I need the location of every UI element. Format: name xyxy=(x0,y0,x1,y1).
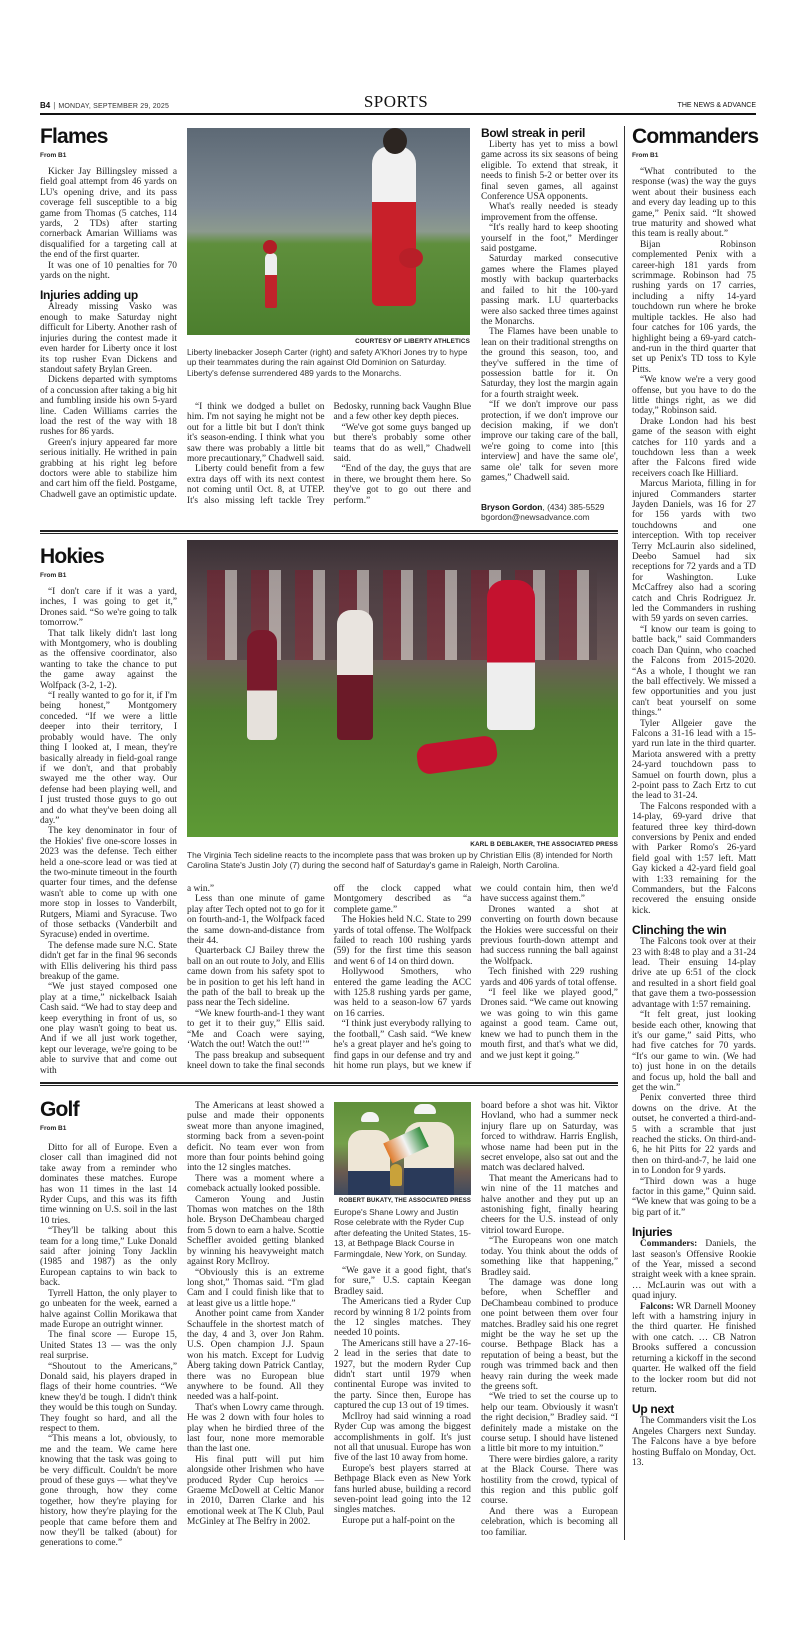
subhead: Injuries xyxy=(632,1225,673,1240)
paragraph: Dickens departed with symptoms of a concussion after taking a big hit and fumbling inside his own 5-yard line. Caden Williams carries the load the rest of the way with 18 rushes for 86 yards. xyxy=(40,375,177,438)
paragraph: Ditto for all of Europe. Even a closer call than imagined did not take away from a reminder who dominates these matches. Europe has won 11 times in the last 14 Ryder Cups, and this was its fifth time winning on U.S. soil in the last 10 tries. xyxy=(40,1143,177,1226)
paragraph: “I think we dodged a bullet on him. I'm not saying he might not be out for a little bit but I don't think it's season-ending. I think what you saw there was probably a little bit more precautionary,” Chadwell said. xyxy=(187,402,325,465)
paragraph: That talk likely didn't last long with Montgomery, who is doubling as the offensive coordinator, also wanting to take the chance to put the game away against the Wolfpack (3-2, 1-2). xyxy=(40,628,177,691)
paragraph: Tyler Allgeier gave the Falcons a 31-16 lead with a 15-yard run late in the third quarter. Mariota answered with a pretty 24-yard touchdown pass to Samuel on fourth down, plus a 2-point pass to Zach Ertz to cut the lead to 31-24. xyxy=(632,718,756,802)
flames-photo-credit: COURTESY OF LIBERTY ATHLETICS xyxy=(355,338,470,345)
paragraph: It was one of 10 penalties for 70 yards on the night. xyxy=(40,260,177,282)
hokies-continued-columns xyxy=(187,884,618,1074)
reporter-byline xyxy=(481,502,621,523)
paragraph: Europe's best players starred at Bethpage Black even as New York fans hurled abuse, building a record seven-point lead going into the 12 singles matches. xyxy=(334,1463,471,1516)
hokies-headline: Hokies xyxy=(40,545,105,568)
paragraph: “The Europeans won one match today. You think about the odds of something like that happening,” Bradley said. xyxy=(481,1236,618,1278)
paragraph: “We know we're a very good offense, but you have to do the little things right, as we did today,” Robinson said. xyxy=(632,375,756,417)
golf-column-3 xyxy=(334,1266,471,1526)
subhead: Up next xyxy=(632,1402,674,1417)
golfer-figure xyxy=(348,1130,390,1195)
lead-in: Falcons: xyxy=(640,1301,674,1312)
golf-column-1 xyxy=(40,1143,177,1549)
hokies-photo-credit: KARL B DEBLAKER, THE ASSOCIATED PRESS xyxy=(470,841,618,848)
paragraph: Liberty could benefit from a few extra days off with its next contest not coming until Oct. 8, at UTEP. It's also missing left tackle Trey Bedosky, running back Vaughn Blue and a few other key depth pieces. xyxy=(187,402,471,506)
paragraph: The Flames have been unable to lean on their traditional strengths on the ground this season, too, and they've suffered in the time of possession battle for it. On Saturday, they lost the margin again for a fourth straight week. xyxy=(481,327,618,400)
paragraph: The Falcons responded with a 14-play, 69-yard drive that featured three key third-down conversions by Penix and ended with Parker Romo's 26-yard field goal with 1:57 left. Matt Gay kicked a 42-yard field goal with 1:33 remaining for the Commanders, but the Falcons recovered the ensuing onside kick. xyxy=(632,801,756,916)
paragraph: Kicker Jay Billingsley missed a field goal attempt from 46 yards on LU's opening drive, and its pass coverage fell susceptible to a big game from Thomas (5 catches, 114 yards, 2 TDs) after starting cornerback Amarian Williams was disqualified for a targeting call at the end of the first quarter. xyxy=(40,167,177,261)
flames-photo-caption: Liberty linebacker Joseph Carter (right) and safety A'Khori Jones try to hype up their teammates during the rain against Old Dominion on Saturday. Liberty's defense surrendered 489 yards to the Monarchs. xyxy=(187,347,468,378)
commanders-column xyxy=(632,167,756,1468)
paragraph: That's when Lowry came through. He was 2 down with four holes to play when he birdied three of the last four, none more memorable than the last one. xyxy=(187,1402,324,1455)
paragraph: Tyrrell Hatton, the only player to go unbeaten for the week, earned a halve against Collin Morikawa that made Europe an outright winner. xyxy=(40,1288,177,1330)
player-helmet xyxy=(399,248,423,268)
hokies-column-1 xyxy=(40,587,177,1076)
paragraph: “We've got some guys banged up but there's probably some other teams that do as well,” Chadwell said. xyxy=(333,422,471,465)
paragraph: “Third down was a huge factor in this game,” Quinn said. “We knew that was going to be a big part of it.” xyxy=(632,1176,756,1218)
paragraph: Less than one minute of game play after Tech opted not to go for it on fourth-and-1, the Wolfpack faced the same down-and-distance from their 44. xyxy=(187,894,325,947)
paragraph: There were birdies galore, a rarity at the Black Course. There was hostility from the crowd, typical of this region and this public golf course. xyxy=(481,1454,618,1507)
player-figure xyxy=(247,630,277,740)
paragraph: The Falcons took over at their 23 with 8:48 to play and a 31-24 lead. Their ensuing 14-play drive ate up 6:51 of the clock and resulted in a short field goal that gave them a two-possession advantage with 1:57 remaining. xyxy=(632,937,756,1010)
paragraph: “We tried to set the course up to help our team. Obviously it wasn't the right decision,” Bradley said. “I definitely made a mistake on the course setup. I should have listened a little bit more to my intuition.” xyxy=(481,1392,618,1455)
subhead: Bowl streak in peril xyxy=(481,126,586,140)
flames-column-1 xyxy=(40,167,177,500)
reporter-phone: , (434) 385-5529 xyxy=(542,502,605,512)
paragraph: His final putt will put him alongside other Irishmen who have produced Ryder Cup heroics — Graeme McDowell at Celtic Manor in 2010, Darren Clarke and his emotional week at The K Club, Paul McGinley at The Belfry in 2002. xyxy=(187,1454,324,1528)
paragraph: The Americans at least showed a pulse and made their opponents sweat more than anyone imagined, storming back from a seven-point deficit. No team ever won from more than four points behind going into the 12 singles matches. xyxy=(187,1101,324,1174)
golf-photo-caption: Europe's Shane Lowry and Justin Rose celebrate with the Ryder Cup after defeating the United States, 15-13, at Bethpage Black Course in Farmingdale, New York, on Sunday. xyxy=(334,1207,471,1259)
paragraph: “It felt great, just looking beside each other, knowing that it's our game,” said Pitts, who had five catches for 70 yards. “It's our game to win. (We had to) just hone in on the details and focus up, hold the ball and get the win.” xyxy=(632,1010,756,1093)
reporter-email[interactable]: bgordon@newsadvance.com xyxy=(481,512,590,523)
paragraph: a win.” xyxy=(187,884,215,894)
paragraph: Tech finished with 229 rushing yards and 406 yards of total offense. xyxy=(480,967,618,988)
paragraph: Another point came from Xander Schauffele in the shortest match of the day, 4 and 3, over Jon Rahm. U.S. Open champion J.J. Spaun won his match. Except for Ludvig Åberg taking down Patrick Cantlay, there was no European blue anywhere to be found. All they needed was a half-point. xyxy=(187,1309,324,1403)
paragraph: There was a moment where a comeback actually looked possible. xyxy=(187,1173,324,1195)
paragraph: “What contributed to the response (was) the way the guys went about their business each and every day leading up to this game,” Penix said. “It showed true maturity and showed what this team is really about.” xyxy=(632,167,756,240)
section-divider xyxy=(40,1082,618,1086)
paragraph: “I don't care if it was a yard, inches, I was going to get it,” Drones said. “So we're going to talk tomorrow.” xyxy=(40,587,177,629)
paragraph: The Americans tied a Ryder Cup record by winning 8 1/2 points from the 12 singles matches. They needed 10 points. xyxy=(334,1297,471,1339)
golf-headline: Golf xyxy=(40,1098,79,1121)
player-figure xyxy=(265,253,277,308)
paragraph: The final score — Europe 15, United States 13 — was the only real surprise. xyxy=(40,1330,177,1362)
paragraph: The defense made sure N.C. State didn't get far in the final 96 seconds with Ellis delivering his third pass breakup of the game. xyxy=(40,940,177,983)
ryder-cup-celebration-photo xyxy=(334,1102,471,1195)
paragraph: The pass breakup and subsequent kneel down to take the final seconds off the clock capped what Montgomery described as “a complete game.” xyxy=(187,884,472,1071)
issue-date: MONDAY, SEPTEMBER 29, 2025 xyxy=(58,103,170,110)
commanders-jump-from: From B1 xyxy=(632,152,659,159)
paragraph: Penix converted three third downs on the drive. At the outset, he converted a third-and-5 with a scramble that just reached the sticks. On third-and-6, he hit Pitts for 22 yards and then on third-and-7, he laid one in to London for 9 yards. xyxy=(632,1093,756,1177)
player-figure xyxy=(372,146,416,306)
player-figure xyxy=(337,610,373,740)
header-rule xyxy=(40,113,756,115)
paragraph: McIlroy had said winning a road Ryder Cup was among the biggest accomplishments in golf. It's just not all that unusual. Europe has won five of the last 10 away from home. xyxy=(334,1411,471,1464)
paragraph: Liberty has yet to miss a bowl game across its six seasons of being eligible. To extend that streak, it needs to finish 5-2 or better over its final seven games, all against Conference USA opponents. xyxy=(481,140,618,203)
paragraph: “We just stayed composed one play at a time,” nickelback Isaiah Cash said. “We had to stay deep and keep everything in front of us, so one play wasn't going to beat us. And if we all just work together, kept our leverage, we're going to be able to survive that and come out with xyxy=(40,982,177,1076)
flames-headline: Flames xyxy=(40,125,108,148)
paragraph: board before a shot was hit. Viktor Hovland, who had a summer neck injury flare up on Saturday, was forced to withdraw. Harris English, whose name had been put in the secret envelope, also sat out and the match was declared halved. xyxy=(481,1101,618,1174)
newspaper-name: THE NEWS & ADVANCE xyxy=(677,102,756,109)
paragraph: “I know our team is going to battle back,” said Commanders coach Dan Quinn, who coached the Falcons from 2015-2020. “As a whole, I thought we ran the ball effectively. We missed a few opportunities and you just can't beat yourself on some things.” xyxy=(632,624,756,719)
golf-column-4 xyxy=(481,1101,618,1538)
bowl-streak-column xyxy=(481,126,618,483)
subhead: Injuries adding up xyxy=(40,288,138,303)
paragraph: Europe put a half-point on the xyxy=(342,1515,455,1526)
page-number: B4 xyxy=(40,101,51,110)
flames-jump-from: From B1 xyxy=(40,152,67,159)
golf-photo-credit: ROBERT BUKATY, THE ASSOCIATED PRESS xyxy=(338,1198,471,1204)
paragraph: “It's really hard to keep shooting yourself in the foot,” Merdinger said postgame. xyxy=(481,223,618,255)
paragraph: Cameron Young and Justin Thomas won matches on the 18th hole. Bryson DeChambeau charged from 5 down to earn a halve. Scottie Scheffler avoided getting blanked by winning his heavyweight match against Rory McIlroy. xyxy=(187,1194,324,1268)
paragraph xyxy=(632,1239,756,1301)
paragraph: The Hokies held N.C. State to 299 yards of total offense. The Wolfpack failed to reach 100 rushing yards (59) for the first time this season and went 6 of 14 on third down. xyxy=(333,915,472,967)
lead-in: Commanders: xyxy=(640,1239,698,1250)
paragraph-text: Daniels, the last season's Offensive Rookie of the Year, missed a second straight week with a knee sprain. … McLaurin was out with a quad injury. xyxy=(632,1239,756,1302)
golf-jump-from: From B1 xyxy=(40,1125,67,1132)
paragraph: That meant the Americans had to win nine of the 11 matches and halve another and they put up an astonishing fight, finally hearing cheers for the U.S. instead of only vitriol toward Europe. xyxy=(481,1173,618,1236)
paragraph: And there was a European celebration, which is becoming all too familiar. xyxy=(481,1506,618,1538)
paragraph: Quarterback CJ Bailey threw the ball on an out route to Joly, and Ellis came down from his safety spot to be in position to get his left hand in the path of the ball to break up the pass near the Tech sideline. xyxy=(187,946,325,1009)
paragraph: Drake London had his best game of the season with eight catches for 110 yards and a touchdown less than a week after the Falcons fired wide receivers coach Ike Hilliard. xyxy=(632,416,756,479)
paragraph-text: WR Darnell Mooney left with a hamstring injury in the third quarter. He finished with one catch. … CB Natron Brooks suffered a concussion returning a kickoff in the second quarter. He walked off the field to the locker room but did not return. xyxy=(632,1301,756,1395)
golfer-cap xyxy=(361,1112,379,1122)
paragraph: What's really needed is steady improvement from the offense. xyxy=(481,202,618,223)
paragraph: Bijan Robinson complemented Penix with a career-high 181 yards from scrimmage. Robinson had 75 rushing yards on 17 carries, including a nifty 14-yard touchdown run where he broke multiple tackles. He also had four catches for 106 yards, the highlight being a 69-yard catch-and-run in the third quarter that set up Penix's TD toss to Kyle Pitts. xyxy=(632,239,756,375)
paragraph xyxy=(632,1302,756,1396)
paragraph: “We knew fourth-and-1 they want to get it to their guy,” Ellis said. “Me and Coach were saying, ‘Watch the out! Watch the out!’” xyxy=(187,1008,325,1051)
paragraph: Saturday marked consecutive games where the Flames played mostly with backup quarterbacks and failed to hit the 100-yard passing mark. LU quarterbacks were also sacked three times against the Monarchs. xyxy=(481,254,618,327)
paragraph: “This means a lot, obviously, to me and the team. We came here knowing that the task was going to be very difficult. Couldn't be more proud of these guys — what they've gone through, how they come together, how they're playing for history, how they're playing for the people that came before them and now they'll be talked (about) for generations to come.” xyxy=(40,1434,177,1549)
hokies-photo-caption: The Virginia Tech sideline reacts to the incomplete pass that was broken up by Christian Ellis (8) intended for North Carolina State's Justin Joly (7) during the second half of Saturday's game in Raleigh, North Carolina. xyxy=(187,850,613,871)
wolfpack-player xyxy=(487,580,535,730)
commanders-headline: Commanders xyxy=(632,125,759,148)
paragraph: Marcus Mariota, filling in for injured Commanders starter Jayden Daniels, was 16 for 27 for 156 yards with two touchdowns and one interception. With top receiver Terry McLaurin also sidelined, Deebo Samuel had six receptions for 72 yards and a TD for Washington. Luke McCaffrey also had a scoring catch and Chris Rodriguez Jr. led the Commanders in rushing with 59 yards on seven carries. xyxy=(632,479,756,625)
paragraph: The Americans still have a 27-16-2 lead in the series that date to 1927, but the modern Ryder Cup didn't start until 1979 when continental Europe was invited to the party. Since then, Europe has captured the cup 13 out of 19 times. xyxy=(334,1338,471,1412)
paragraph: The damage was done long before, when Scheffler and DeChambeau combined to produce one point between them over four matches. Bradley said his one regret might be the way he set up the course. Bethpage Black has a reputation of being a beast, but the rough was trimmed back and then heavy rain during the week made the greens soft. xyxy=(481,1277,618,1392)
paragraph: “We gave it a good fight, that's for sure,” U.S. captain Keegan Bradley said. xyxy=(334,1266,471,1297)
ryder-cup-trophy xyxy=(390,1164,402,1186)
player-head xyxy=(383,128,407,154)
subhead: Clinching the win xyxy=(632,923,727,938)
player-helmet xyxy=(263,240,277,254)
section-title: SPORTS xyxy=(363,92,429,111)
paragraph: “Obviously this is an extreme long shot,” Thomas said. “I'm glad Cam and I could finish like that to at least give us a little hope.” xyxy=(187,1267,324,1309)
hokies-sideline-photo xyxy=(187,540,618,837)
paragraph: The key denominator in four of the Hokies' five one-score losses in 2023 was the defense. Tech either held a one-score lead or was tied at the two-minute timeout in the fourth quarter four times, and the defense wasn't able to come up with one more stop in losses to Vanderbilt, Rutgers, Miami and Syracuse. Two of those setbacks (Vanderbilt and Syracuse) ended in overtime. xyxy=(40,826,177,941)
golfer-cap xyxy=(414,1104,436,1114)
paragraph: “I think just everybody rallying to the football,” Cash said. “We knew he's a great player and he's going to find gaps in our defense and try and hit home run plays, but we knew if we could contain him, then we'd have success against them.” xyxy=(333,884,618,1071)
paragraph: Green's injury appeared far more serious initially. He writhed in pain grabbing at his right leg before doctors were able to stabilize him and cart him off the field. Postgame, Chadwell gave an optimistic update. xyxy=(40,437,177,500)
golf-column-2 xyxy=(187,1101,324,1528)
paragraph: Hollywood Smothers, who entered the game leading the ACC with 125.8 rushing yards per game, was held to a season-low 67 yards on 16 carries. xyxy=(333,967,472,1019)
paragraph: “Shoutout to the Americans,” Donald said, his players draped in flags of their home countries. “We knew they'd be tough. I didn't think they would be this tough on Sunday. They fought so hard, and all the respect to them. xyxy=(40,1361,177,1434)
flames-continued-columns xyxy=(187,402,471,527)
reporter-name: Bryson Gordon xyxy=(481,502,543,512)
hokies-jump-from: From B1 xyxy=(40,572,67,579)
paragraph: “I feel like we played good,” Drones said. “We came out knowing we was going to win this game against a good team. Came out, knew we had to punch them in the mouth first, and that's what we did, and we just kept it going.” xyxy=(480,988,618,1061)
paragraph: “If we don't improve our pass protection, if we don't improve our decision making, if we don't improve our taking care of the ball, we're going to come into [this interview] and have the same ole', same ole' talk for seven more games,” Chadwell said. xyxy=(481,400,618,483)
liberty-players-photo xyxy=(187,128,470,335)
paragraph: Already missing Vasko was enough to make Saturday night difficult for Liberty. Another rash of injuries during the contest made it even harder for Liberty once it lost its top rusher Evan Dickens and standout safety Brylan Green. xyxy=(40,302,177,375)
section-divider xyxy=(40,530,618,534)
folio-separator: | xyxy=(53,101,56,110)
paragraph: The Commanders visit the Los Angeles Chargers next Sunday. The Falcons have a bye before hosting Buffalo on Monday, Oct. 13. xyxy=(632,1416,756,1468)
paragraph: “End of the day, the guys that are in there, we brought them here. So they've got to go out there and perform.” xyxy=(333,464,471,506)
paragraph: “They'll be talking about this team for a long time,” Luke Donald said after joining Tony Jacklin (1985 and 1987) as the only European captains to win back to back. xyxy=(40,1226,177,1289)
paragraph: “I really wanted to go for it, if I'm being honest,” Montgomery conceded. “If we were a little deeper into their territory, I probably would have. The only thing I looked at, I mean, they're basically already in field-goal range if we don't, and that probably swayed me the other way. Our defense had been playing well, and I just trusted those guys to go out and do what they've been doing all day.” xyxy=(40,691,177,826)
column-divider xyxy=(624,126,625,1540)
player-diving xyxy=(415,735,498,776)
paragraph: Drones wanted a shot at converting on fourth down because the Hokies were successful on their previous fourth-down attempt and had success running the ball against the Wolfpack. xyxy=(480,904,618,967)
